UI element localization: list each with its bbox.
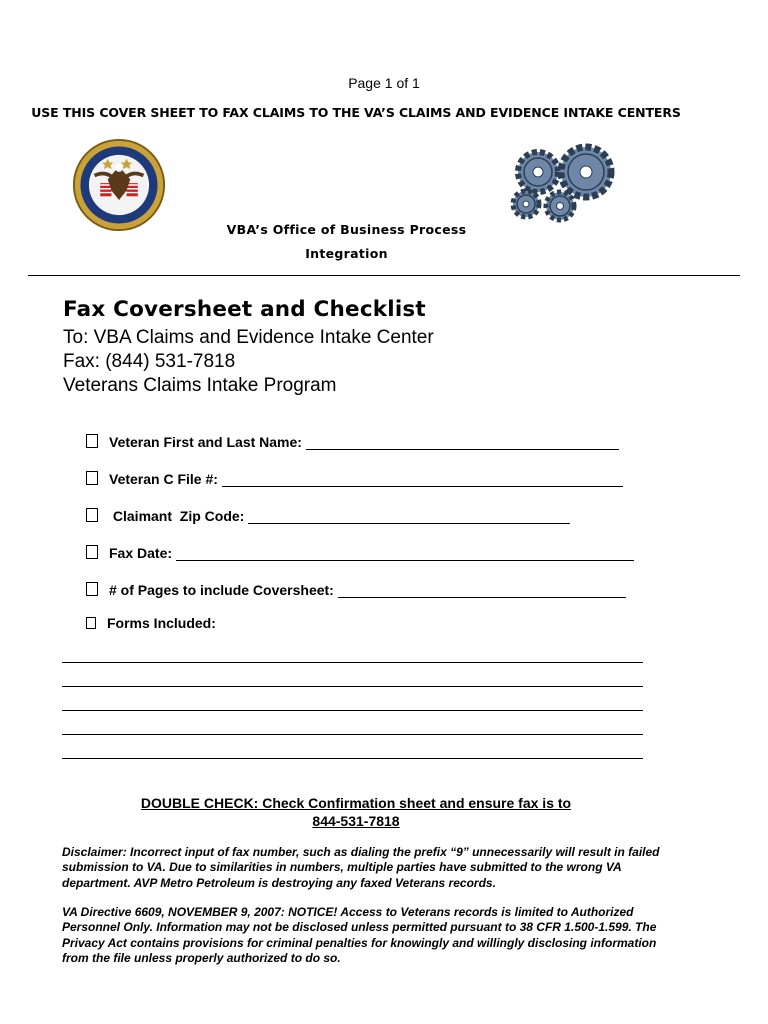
field-fax-date — [86, 545, 634, 561]
field-veteran-name — [86, 434, 619, 450]
double-check-notice — [0, 794, 712, 830]
zip-code-checkbox[interactable] — [86, 508, 98, 522]
zip-code-input-line[interactable] — [248, 509, 570, 524]
forms-blank-line[interactable] — [62, 734, 643, 735]
fax-date-checkbox[interactable] — [86, 545, 98, 559]
fax-number-line: Fax: (844) 531-7818 — [63, 351, 236, 372]
field-forms-included — [86, 615, 216, 631]
double-check-line-1: DOUBLE CHECK: Check Confirmation sheet and ensure fax is to — [140, 795, 572, 811]
page-number: Page 1 of 1 — [348, 75, 420, 91]
veteran-name-checkbox[interactable] — [86, 434, 98, 448]
directive-notice: VA Directive 6609, NOVEMBER 9, 2007: NOTICE! Access to Veterans records is limited to Authorized Personnel Only. Information may not be disclosed unless permitted pursuant to 38 CFR 1.500-1.599. The Privacy Act contains provisions for criminal penalties for knowingly and willingly disclosing information from the file unless properly authorized to do so. — [62, 905, 657, 965]
field-zip-code — [86, 508, 570, 524]
zip-code-label: Claimant Zip Code: — [109, 508, 245, 524]
forms-blank-line[interactable] — [62, 686, 643, 687]
forms-blank-line[interactable] — [62, 758, 643, 759]
page-count-label: # of Pages to include Coversheet: — [109, 582, 334, 598]
c-file-label: Veteran C File #: — [109, 471, 218, 487]
office-line-2: Integration — [305, 246, 388, 261]
instruction-banner: USE THIS COVER SHEET TO FAX CLAIMS TO THE VA’S CLAIMS AND EVIDENCE INTAKE CENTERS — [31, 105, 681, 120]
header-divider — [28, 275, 740, 276]
field-page-count — [86, 582, 626, 598]
forms-included-label: Forms Included: — [107, 615, 216, 631]
recipient-line: To: VBA Claims and Evidence Intake Center — [63, 327, 434, 348]
double-check-line-2: 844-531-7818 — [312, 813, 400, 829]
office-line-1: VBA’s Office of Business Process — [226, 222, 467, 237]
fax-date-label: Fax Date: — [109, 545, 173, 561]
forms-included-checkbox[interactable] — [86, 617, 96, 629]
c-file-checkbox[interactable] — [86, 471, 98, 485]
veteran-name-label: Veteran First and Last Name: — [109, 434, 302, 450]
gears-logo — [508, 142, 630, 224]
page-title: Fax Coversheet and Checklist — [63, 297, 426, 322]
c-file-input-line[interactable] — [222, 472, 623, 487]
program-line: Veterans Claims Intake Program — [63, 375, 337, 396]
va-seal-logo — [72, 138, 166, 232]
forms-blank-line[interactable] — [62, 710, 643, 711]
field-c-file — [86, 471, 623, 487]
fax-date-input-line[interactable] — [176, 546, 634, 561]
forms-blank-line[interactable] — [62, 662, 643, 663]
veteran-name-input-line[interactable] — [306, 435, 619, 450]
page-count-input-line[interactable] — [338, 583, 626, 598]
disclaimer-text: Disclaimer: Incorrect input of fax number, such as dialing the prefix “9” unnecessarily will result in failed submission to VA. Due to similarities in numbers, multiple parties have submitted to the wrong VA department. AVP Metro Petroleum is destroying any faxed Veterans records. — [62, 845, 660, 890]
office-name — [204, 218, 489, 266]
page-count-checkbox[interactable] — [86, 582, 98, 596]
